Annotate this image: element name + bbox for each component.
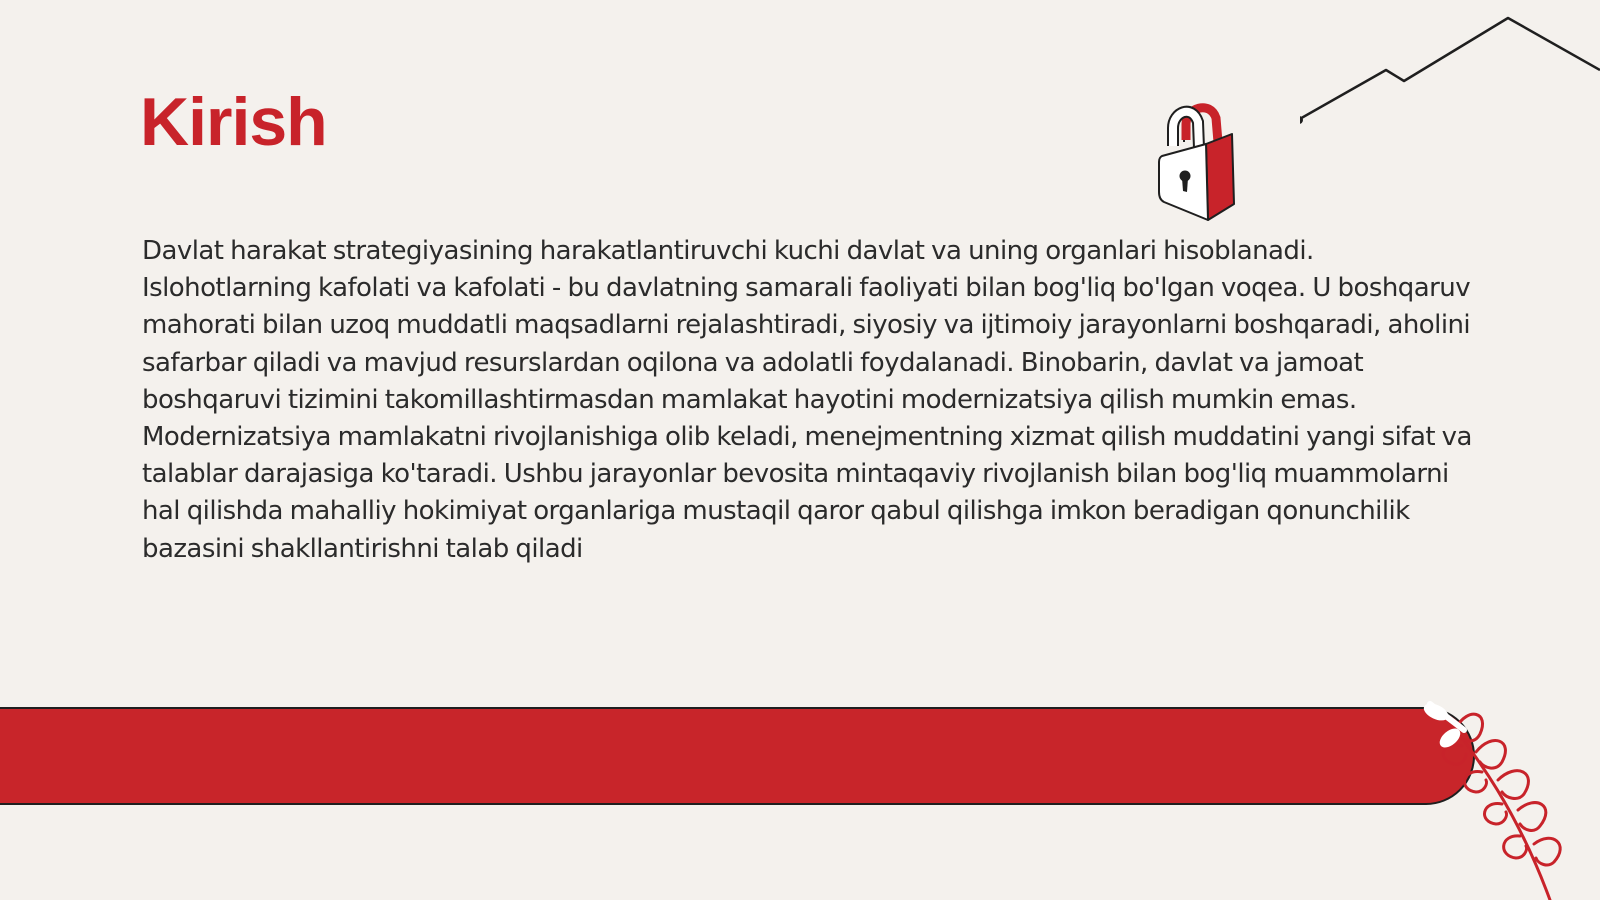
- slide-title: Kirish: [140, 84, 327, 160]
- red-banner: [0, 707, 1475, 805]
- mountain-line-icon: [1300, 10, 1600, 130]
- padlock-icon: [1156, 96, 1252, 228]
- slide-body-text: Davlat harakat strategiyasining harakatlantiruvchi kuchi davlat va uning organlari hisoblanadi. Islohotlarning kafolati va kafolati - bu davlatning samarali faoliyati bilan bog'liq bo'lgan voqea. U boshqaruv mahorati bilan uzoq muddatli maqsadlarni rejalashtiradi, siyosiy va ijtimoiy jarayonlarni boshqaradi, aholini safarbar qiladi va mavjud resurslardan oqilona va adolatli foydalanadi. Binobarin, davlat va jamoat boshqaruvi tizimini takomillashtirmasdan mamlakat hayotini modernizatsiya qilish mumkin emas. Modernizatsiya mamlakatni rivojlanishiga olib keladi, menejmentning xizmat qilish muddatini yangi sifat va talablar darajasiga ko'taradi. Ushbu jarayonlar bevosita mintaqaviy rivojlanish bilan bog'liq muammolarni hal qilishda mahalliy hokimiyat organlariga mustaqil qaror qabul qilishga imkon beradigan qonunchilik bazasini shakllantirishni talab qiladi: [142, 236, 1472, 564]
- leaf-branch-icon: [1420, 700, 1600, 900]
